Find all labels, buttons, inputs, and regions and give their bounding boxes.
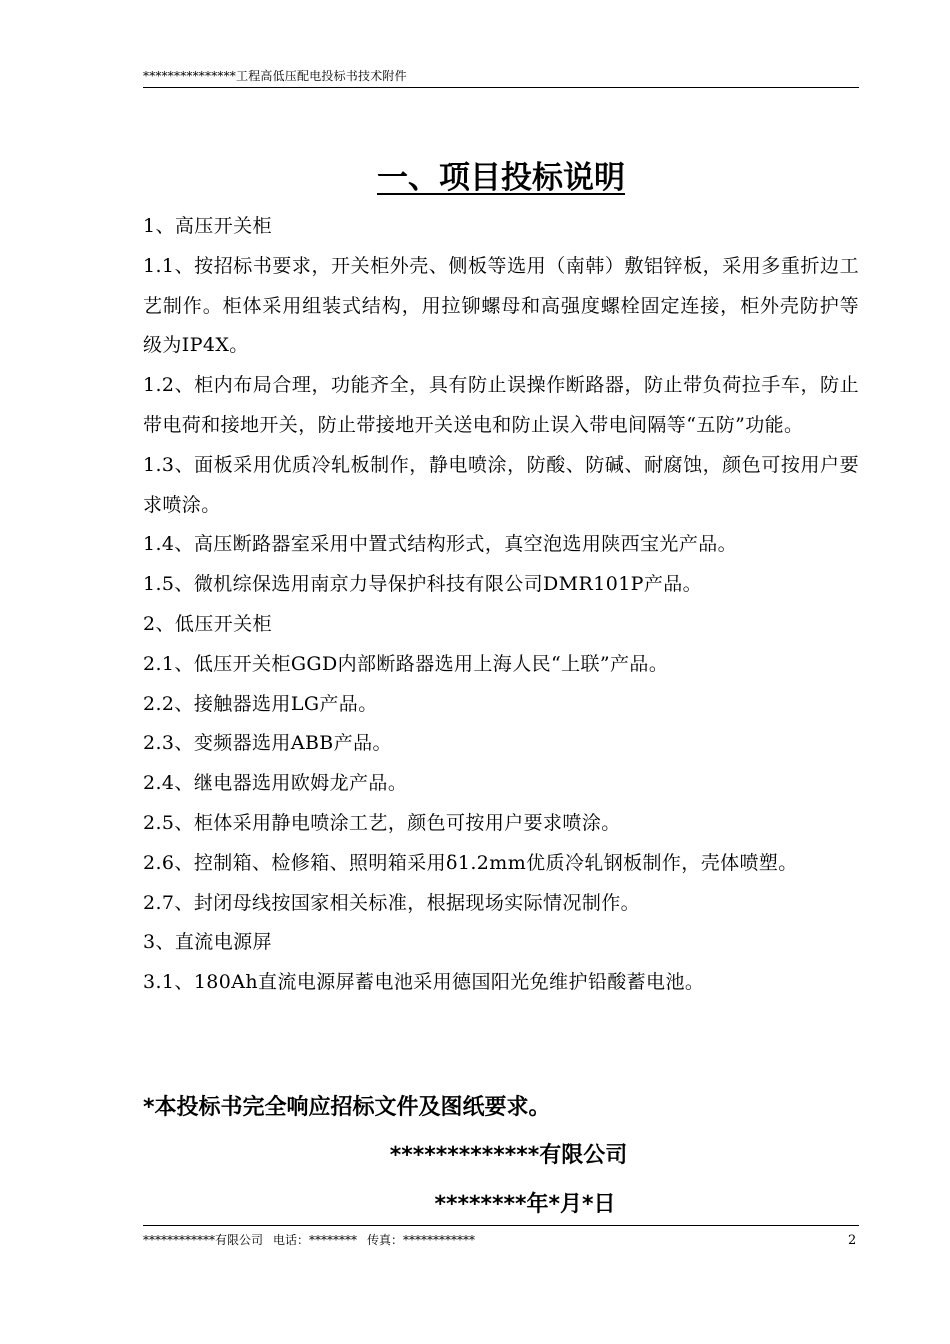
paragraph: 2.5、柜体采用静电喷涂工艺，颜色可按用户要求喷涂。: [143, 811, 621, 834]
paragraph: 2.6、控制箱、检修箱、照明箱采用δ1.2mm优质冷轧钢板制作，壳体喷塑。: [143, 851, 798, 874]
page-title-text: 一、项目投标说明: [377, 160, 625, 196]
paragraph: 2.4、继电器选用欧姆龙产品。: [143, 772, 408, 795]
section-heading: 2、低压开关柜: [143, 612, 272, 635]
paragraph: 2.2、接触器选用LG产品。: [143, 692, 378, 715]
footer-fax: 传真：************: [367, 1233, 476, 1247]
paragraph: 3.1、180Ah直流电源屏蓄电池采用德国阳光免维护铅酸蓄电池。: [143, 971, 705, 994]
paragraph: 2.1、低压开关柜GGD内部断路器选用上海人民“上联”产品。: [143, 652, 669, 675]
paragraph: 1.5、微机综保选用南京力导保护科技有限公司DMR101P产品。: [143, 573, 703, 596]
page-title: [0, 156, 950, 200]
footer-company: ************有限公司: [143, 1233, 264, 1247]
paragraph: 1.2、柜内布局合理，功能齐全，具有防止误操作断路器，防止带负荷拉手车，防止带电荷和接地开关，防止带接地开关送电和防止误入带电间隔等“五防”功能。: [143, 374, 859, 436]
paragraph: 1.1、按招标书要求，开关柜外壳、侧板等选用（南韩）敷铝锌板，采用多重折边工艺制作。柜体采用组装式结构，用拉铆螺母和高强度螺栓固定连接，柜外壳防护等级为IP4X。: [143, 254, 859, 357]
signature-date: ********年*月*日: [434, 1192, 616, 1217]
section-heading: 1、高压开关柜: [143, 215, 272, 237]
compliance-note: *本投标书完全响应招标文件及图纸要求。: [143, 1095, 551, 1120]
page-footer: [143, 1232, 485, 1248]
paragraph: 2.7、封闭母线按国家相关标准，根据现场实际情况制作。: [143, 891, 641, 914]
paragraph: 1.3、面板采用优质冷轧板制作，静电喷涂，防酸、防碱、耐腐蚀，颜色可按用户要求喷涂。: [143, 453, 859, 516]
page-number: 2: [848, 1233, 857, 1248]
footer-phone: 电话：********: [273, 1233, 358, 1247]
paragraph: 2.3、变频器选用ABB产品。: [143, 732, 392, 755]
header-divider: [143, 87, 859, 88]
section-heading: 3、直流电源屏: [143, 931, 272, 954]
document-body: [143, 207, 859, 1003]
page-header: ***************工程高低压配电投标书技术附件: [143, 69, 407, 83]
footer-divider: [143, 1225, 859, 1226]
company-signature: *************有限公司: [389, 1143, 628, 1168]
paragraph: 1.4、高压断路器室采用中置式结构形式，真空泡选用陕西宝光产品。: [143, 533, 738, 556]
